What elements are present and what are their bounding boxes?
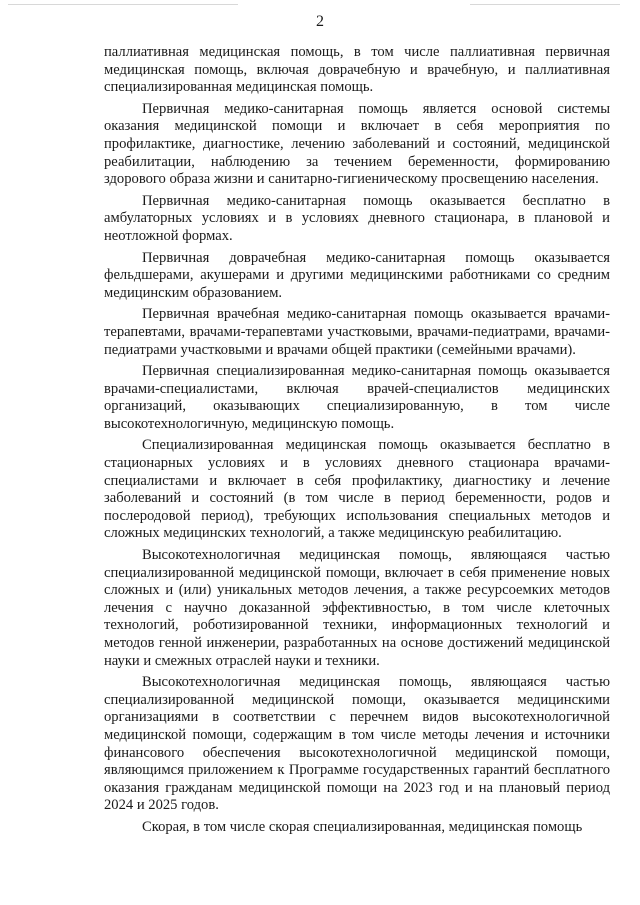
paragraph-physician-care: Первичная врачебная медико-санитарная помощь оказывается врачами-терапевтами, врачами-терапевтами участковыми, врачами-педиатрами, врачами-педиатрами участковыми и врачами общей практики (семейными врачами).	[104, 306, 610, 358]
paragraph-high-tech-care: Высокотехнологичная медицинская помощь, являющаяся частью специализированной медицинской помощи, включает в себя применение новых сложных и (или) уникальных методов лечения, а также ресурсоемких методов лечения с научно доказанной эффективностью, в том числе клеточных технологий, роботизированной техники, информационных технологий и методов генной инженерии, разработанных на основе достижений медицинской науки и смежных отраслей науки и техники.	[104, 547, 610, 669]
scan-artifact-left	[8, 4, 238, 5]
paragraph-emergency-care: Скорая, в том числе скорая специализированная, медицинская помощь	[142, 818, 583, 835]
paragraph-primary-care-free: Первичная медико-санитарная помощь оказывается бесплатно в амбулаторных условиях и в условиях дневного стационара, в плановой и неотложной формах.	[104, 192, 610, 244]
page-number: 2	[316, 13, 324, 30]
paragraph-specialized-primary-care: Первичная специализированная медико-санитарная помощь оказывается врачами-специалистами, включая врачей-специалистов медицинских организаций, оказывающих специализированную, в том числе высокотехнологичную, медицинскую помощь.	[104, 363, 610, 432]
paragraph-pre-medical-care: Первичная доврачебная медико-санитарная помощь оказывается фельдшерами, акушерами и другими медицинскими работниками со средним медицинским образованием.	[104, 249, 610, 301]
paragraph-palliative-care: паллиативная медицинская помощь, в том числе паллиативная первичная медицинская помощь, включая доврачебную и врачебную, и паллиативная специализированная медицинская помощь.	[104, 44, 610, 96]
paragraph-specialized-care: Специализированная медицинская помощь оказывается бесплатно в стационарных условиях и в условиях дневного стационара врачами-специалистами и включает в себя профилактику, диагностику и лечение заболеваний и состояний (в том числе в период беременности, родов и послеродовой период), требующих использования специальных методов и сложных медицинских технологий, а также медицинскую реабилитацию.	[104, 437, 610, 542]
paragraph-primary-care-basis: Первичная медико-санитарная помощь является основой системы оказания медицинской помощи и включает в себя мероприятия по профилактике, диагностике, лечению заболеваний и состояний, медицинской реабилитации, наблюдению за течением беременности, формированию здорового образа жизни и санитарно-гигиеническому просвещению населения.	[104, 100, 610, 188]
paragraph-high-tech-care-list: Высокотехнологичная медицинская помощь, являющаяся частью специализированной медицинской помощи, оказывается медицинскими организациями в соответствии с перечнем видов высокотехнологичной медицинской помощи, содержащим в том числе методы лечения и источники финансового обеспечения высокотехнологичной медицинской помощи, являющимся приложением к Программе государственных гарантий бесплатного оказания гражданам медицинской помощи на 2023 год и на плановый период 2024 и 2025 годов.	[104, 674, 610, 814]
scan-artifact-right	[470, 4, 620, 5]
document-body	[104, 44, 610, 841]
